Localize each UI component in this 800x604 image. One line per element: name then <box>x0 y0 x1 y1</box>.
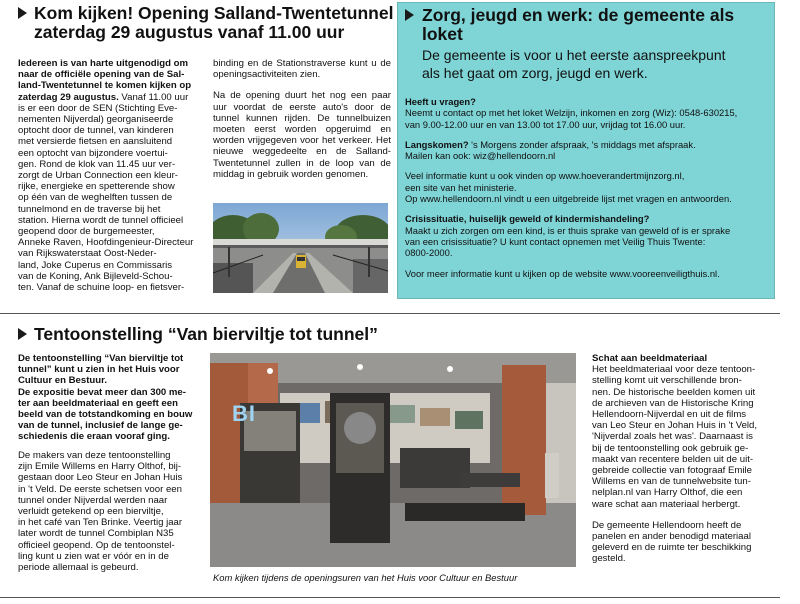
article2-para2-line: periode allemaal is gebeurd. <box>18 562 139 574</box>
infobox-q1-line1: Neemt u contact op met het loket Welzijn, inkomen en zorg (Wiz): 0548-630215, <box>405 107 738 119</box>
article1-col1-text-rest: Vanaf 11.00 uur <box>118 91 189 103</box>
article1-col1-line <box>18 282 208 293</box>
article1-col1-line <box>18 237 208 248</box>
article2-intro <box>18 353 206 443</box>
infobox-q5-line: Voor meer informatie kunt u kijken op de website www.vooreenveiligthuis.nl. <box>405 267 720 279</box>
article2-para2-line: ling kunt u zien wat er vóór en in de <box>18 550 169 562</box>
article1-col1-text: van Rijkswaterstaat Oost-Neder- <box>18 248 157 260</box>
article1-col1-text: rijke, energieke en spetterende show <box>18 181 175 193</box>
article2-right-line: de archieven van de Historische Kring <box>592 397 754 409</box>
infobox-title-line2: loket <box>422 24 463 44</box>
article1-col1-line <box>18 159 208 170</box>
article2-para2-line: later wordt de tunnel Combiplan N35 <box>18 528 174 540</box>
article2-para2-line: in 't Veld. De eerste schetsen voor een <box>18 483 182 495</box>
article1-col1-line <box>18 80 208 91</box>
bullet-triangle-icon <box>18 328 27 340</box>
article2-para2-line: tunnel onder Nijverdal werden naar <box>18 494 168 506</box>
article2-right-para2-line: panelen en ander benodigd materiaal <box>592 531 751 543</box>
article1-col1-line <box>18 103 208 114</box>
infobox-q3-line3: Op www.hellendoorn.nl vindt u een uitgebreide lijst met vragen en antwoorden. <box>405 193 732 205</box>
infobox-q4-line3: 0800-2000. <box>405 247 453 259</box>
article2-intro-line: De expositie bevat meer dan 300 me- <box>18 386 186 398</box>
article1-col1-line <box>18 92 208 103</box>
infobox-lead-line2: als het gaat om zorg, jeugd en werk. <box>422 65 648 81</box>
article1-col1-text: tunnelmond en de traverse bij het <box>18 203 161 215</box>
article1-column2 <box>213 58 391 190</box>
article1-col1-line <box>18 170 208 181</box>
article1-col1-line <box>18 58 208 69</box>
article2-right-heading: Schat aan beeldmateriaal <box>592 353 708 364</box>
article2-right-column <box>592 353 773 565</box>
article1-col1-line <box>18 260 208 271</box>
article1-col1-line <box>18 69 208 80</box>
article2-para2-line: in het café van Ten Brinke. Veertig jaar <box>18 517 183 529</box>
article2-para2-line: verluidt getekend op een bierviltje, <box>18 506 164 518</box>
article1-col1-line <box>18 248 208 259</box>
article1-col1-text: geopend door de burgemeester, <box>18 226 155 238</box>
article1-col1-text: station. Hierna wordt de tunnel officieel <box>18 214 184 226</box>
article2-intro-line: schiedenis die eraan vooraf ging. <box>18 431 170 443</box>
infobox-title-line1: Zorg, jeugd en werk: de gemeente als <box>422 5 735 25</box>
article-opening-tunnel <box>0 0 395 300</box>
bullet-triangle-icon <box>405 9 414 21</box>
infobox-q3-line1: Veel informatie kunt u ook vinden op www.hoeverandertmijnzorg.nl, <box>405 170 685 182</box>
article1-col1-line <box>18 215 208 226</box>
article2-para2-line: gestaan door Leo Steur en Johan Huis <box>18 472 183 484</box>
infobox-q2-mail-prefix: Mailen kan ook: <box>405 150 474 162</box>
article1-col1-text: naar de officiële opening van de Sal- <box>18 69 185 81</box>
article1-col2-para2: Na de opening duurt het nog een paar uur voordat de eerste auto's door de tunnel kunnen rijden. De tunnelbuizen moeten eerst worden opgeruimd en worden vrijgegeven voor het verkeer. Het nieuwe weggedeelte en de Salland-Twentetunnel zullen in de loop van de middag in gebruik worden genomen. <box>213 90 391 180</box>
infobox-lead-line1: De gemeente is voor u het eerste aanspreekpunt <box>422 47 726 63</box>
article2-intro-line: beeld van de totstandkoming en bouw <box>18 409 193 421</box>
article1-col1-text: gen. Rond de klok van 11.45 uur ver- <box>18 158 176 170</box>
article2-right-line: Willems en van de tunnelwebsite tun- <box>592 476 751 488</box>
article1-col1-text: Iedereen is van harte uitgenodigd om <box>18 58 189 69</box>
article1-col1-text: land-Twentetunnel te komen kijken op <box>18 80 192 92</box>
article1-col1-line <box>18 192 208 203</box>
infobox-q4-line2: van een crisissituatie? U kunt contact opnemen met Veilig Thuis Twente: <box>405 235 706 247</box>
article2-title: Tentoonstelling “Van bierviltje tot tunnel” <box>34 324 378 344</box>
article1-col1-text: met versierde fietsen en aansluitend <box>18 136 173 148</box>
article1-col1-text: ten. Vanaf de schuine loop- en fietsver- <box>18 282 185 294</box>
exhibition-sign-text: BI <box>232 401 256 426</box>
infobox-q1-line2: van 9.00-12.00 uur en van 13.00 tot 17.00 uur, vrijdag tot 16.00 uur. <box>405 118 686 130</box>
infobox-q2-heading: Langskomen? <box>405 138 469 150</box>
article1-col1-text: Anneke Raven, Hoofdingenieur-Directeur <box>18 237 194 249</box>
article2-right-line: Hellendoorn-Nijverdal en uit de films <box>592 409 747 421</box>
article2-right-para2-line: geleverd en de ruimte ter beschikking <box>592 542 752 554</box>
article2-intro-line: van de tunnel, inclusief de lange ge- <box>18 420 183 432</box>
infobox-q1-heading: Heeft u vragen? <box>405 96 476 107</box>
article2-right-para2-line: De gemeente Hellendoorn heeft de <box>592 519 742 531</box>
article1-col1-text: optocht door de tunnel, van kinderen <box>18 125 174 137</box>
section-divider <box>0 313 780 314</box>
article1-col1-line <box>18 181 208 192</box>
infobox-q4-heading: Crisissituatie, huiselijk geweld of kindermishandeling? <box>405 213 650 225</box>
article2-para2 <box>18 450 206 573</box>
article1-col1-line <box>18 148 208 159</box>
article2-right-line: van Leo Steur en Johan Huis in 't Veld, <box>592 420 758 432</box>
article1-col1-text: is er een door de SEN (Stichting Eve- <box>18 102 178 114</box>
article1-column1 <box>18 58 208 293</box>
article1-col1-line <box>18 271 208 282</box>
infobox-q3-line2: een site van het ministerie. <box>405 181 517 193</box>
infobox-q4-line1: Maakt u zich zorgen om een kind, is er thuis sprake van geweld of is er sprake <box>405 224 731 236</box>
article2-right-line: stelling komt uit verschillende bron- <box>592 375 742 387</box>
article1-col1-line <box>18 204 208 215</box>
photo-caption: Kom kijken tijdens de openingsuren van het Huis voor Cultuur en Bestuur <box>213 572 518 583</box>
article2-right-line: 'Nijverdal zoals het was'. Daarnaast is <box>592 431 753 443</box>
article2-para2-line: De makers van deze tentoonstelling <box>18 450 171 461</box>
bullet-triangle-icon <box>18 7 27 19</box>
infobox-email-link[interactable]: wiz@hellendoorn.nl <box>473 150 556 162</box>
article1-col1-text: nementen Nijverdal) georganiseerde <box>18 114 174 126</box>
article1-col2-para1: binding en de Stationstraverse kunt u de openingsactiviteiten zien. <box>213 58 391 81</box>
article2-intro-line: ter aan beeldmateriaal en geeft een <box>18 397 178 409</box>
article1-col1-text: zorgt de Urban Connection een kleur- <box>18 170 178 182</box>
article2-right-line: Het beeldmateriaal voor deze tentoon- <box>592 364 756 376</box>
article2-intro-line: Cultuur en Bestuur. <box>18 375 108 387</box>
article1-col1-text: van de Koning, Ank Bijleveld-Schou- <box>18 270 173 282</box>
article2-right-para2-line: gesteld. <box>592 553 626 565</box>
article2-right-line: nelplan.nl van Harry Olthof, die een <box>592 487 743 499</box>
article1-col1-text: zaterdag 29 augustus. <box>18 91 119 103</box>
article2-right-line: ware schat aan materiaal herbergt. <box>592 498 741 510</box>
exhibition-photo <box>210 353 576 567</box>
article1-col1-text: op één van de weghelften tussen de <box>18 192 173 204</box>
article2-right-line: bij de tentoonstelling ook gebruik ge- <box>592 442 749 454</box>
article1-col1-text: een optocht van bijzondere voertui- <box>18 147 168 159</box>
article1-col1-line <box>18 114 208 125</box>
article1-col1-line <box>18 125 208 136</box>
article2-intro-line: De tentoonstelling “Van bierviltje tot <box>18 353 184 364</box>
infobox-body <box>405 96 773 279</box>
article2-para2-line: zijn Emile Willems en Harry Olthof, bij- <box>18 461 182 473</box>
article2-right-line: gebreide collectie van fotograaf Emile <box>592 465 752 477</box>
article2-intro-line: tunnel” kunt u zien in het Huis voor <box>18 364 180 376</box>
article1-col1-line <box>18 136 208 147</box>
bottom-divider <box>0 597 780 598</box>
infobox-q2-rest: 's Morgens zonder afspraak, 's middags met afspraak. <box>468 138 696 150</box>
article1-col1-line <box>18 226 208 237</box>
article2-right-line: maakt van recentere belden uit de uit- <box>592 453 754 465</box>
article1-title-line1: Kom kijken! Opening Salland-Twentetunnel <box>34 3 394 23</box>
station-photo <box>213 203 388 293</box>
article2-right-line: nen. De historische beelden komen uit <box>592 386 756 398</box>
article1-col1-text: land, Joke Cuperus en Commissaris <box>18 259 173 271</box>
article2-para2-line: officieel geopend. Op de tentoonstel- <box>18 539 175 551</box>
article1-title-line2: zaterdag 29 augustus vanaf 11.00 uur <box>34 22 345 42</box>
